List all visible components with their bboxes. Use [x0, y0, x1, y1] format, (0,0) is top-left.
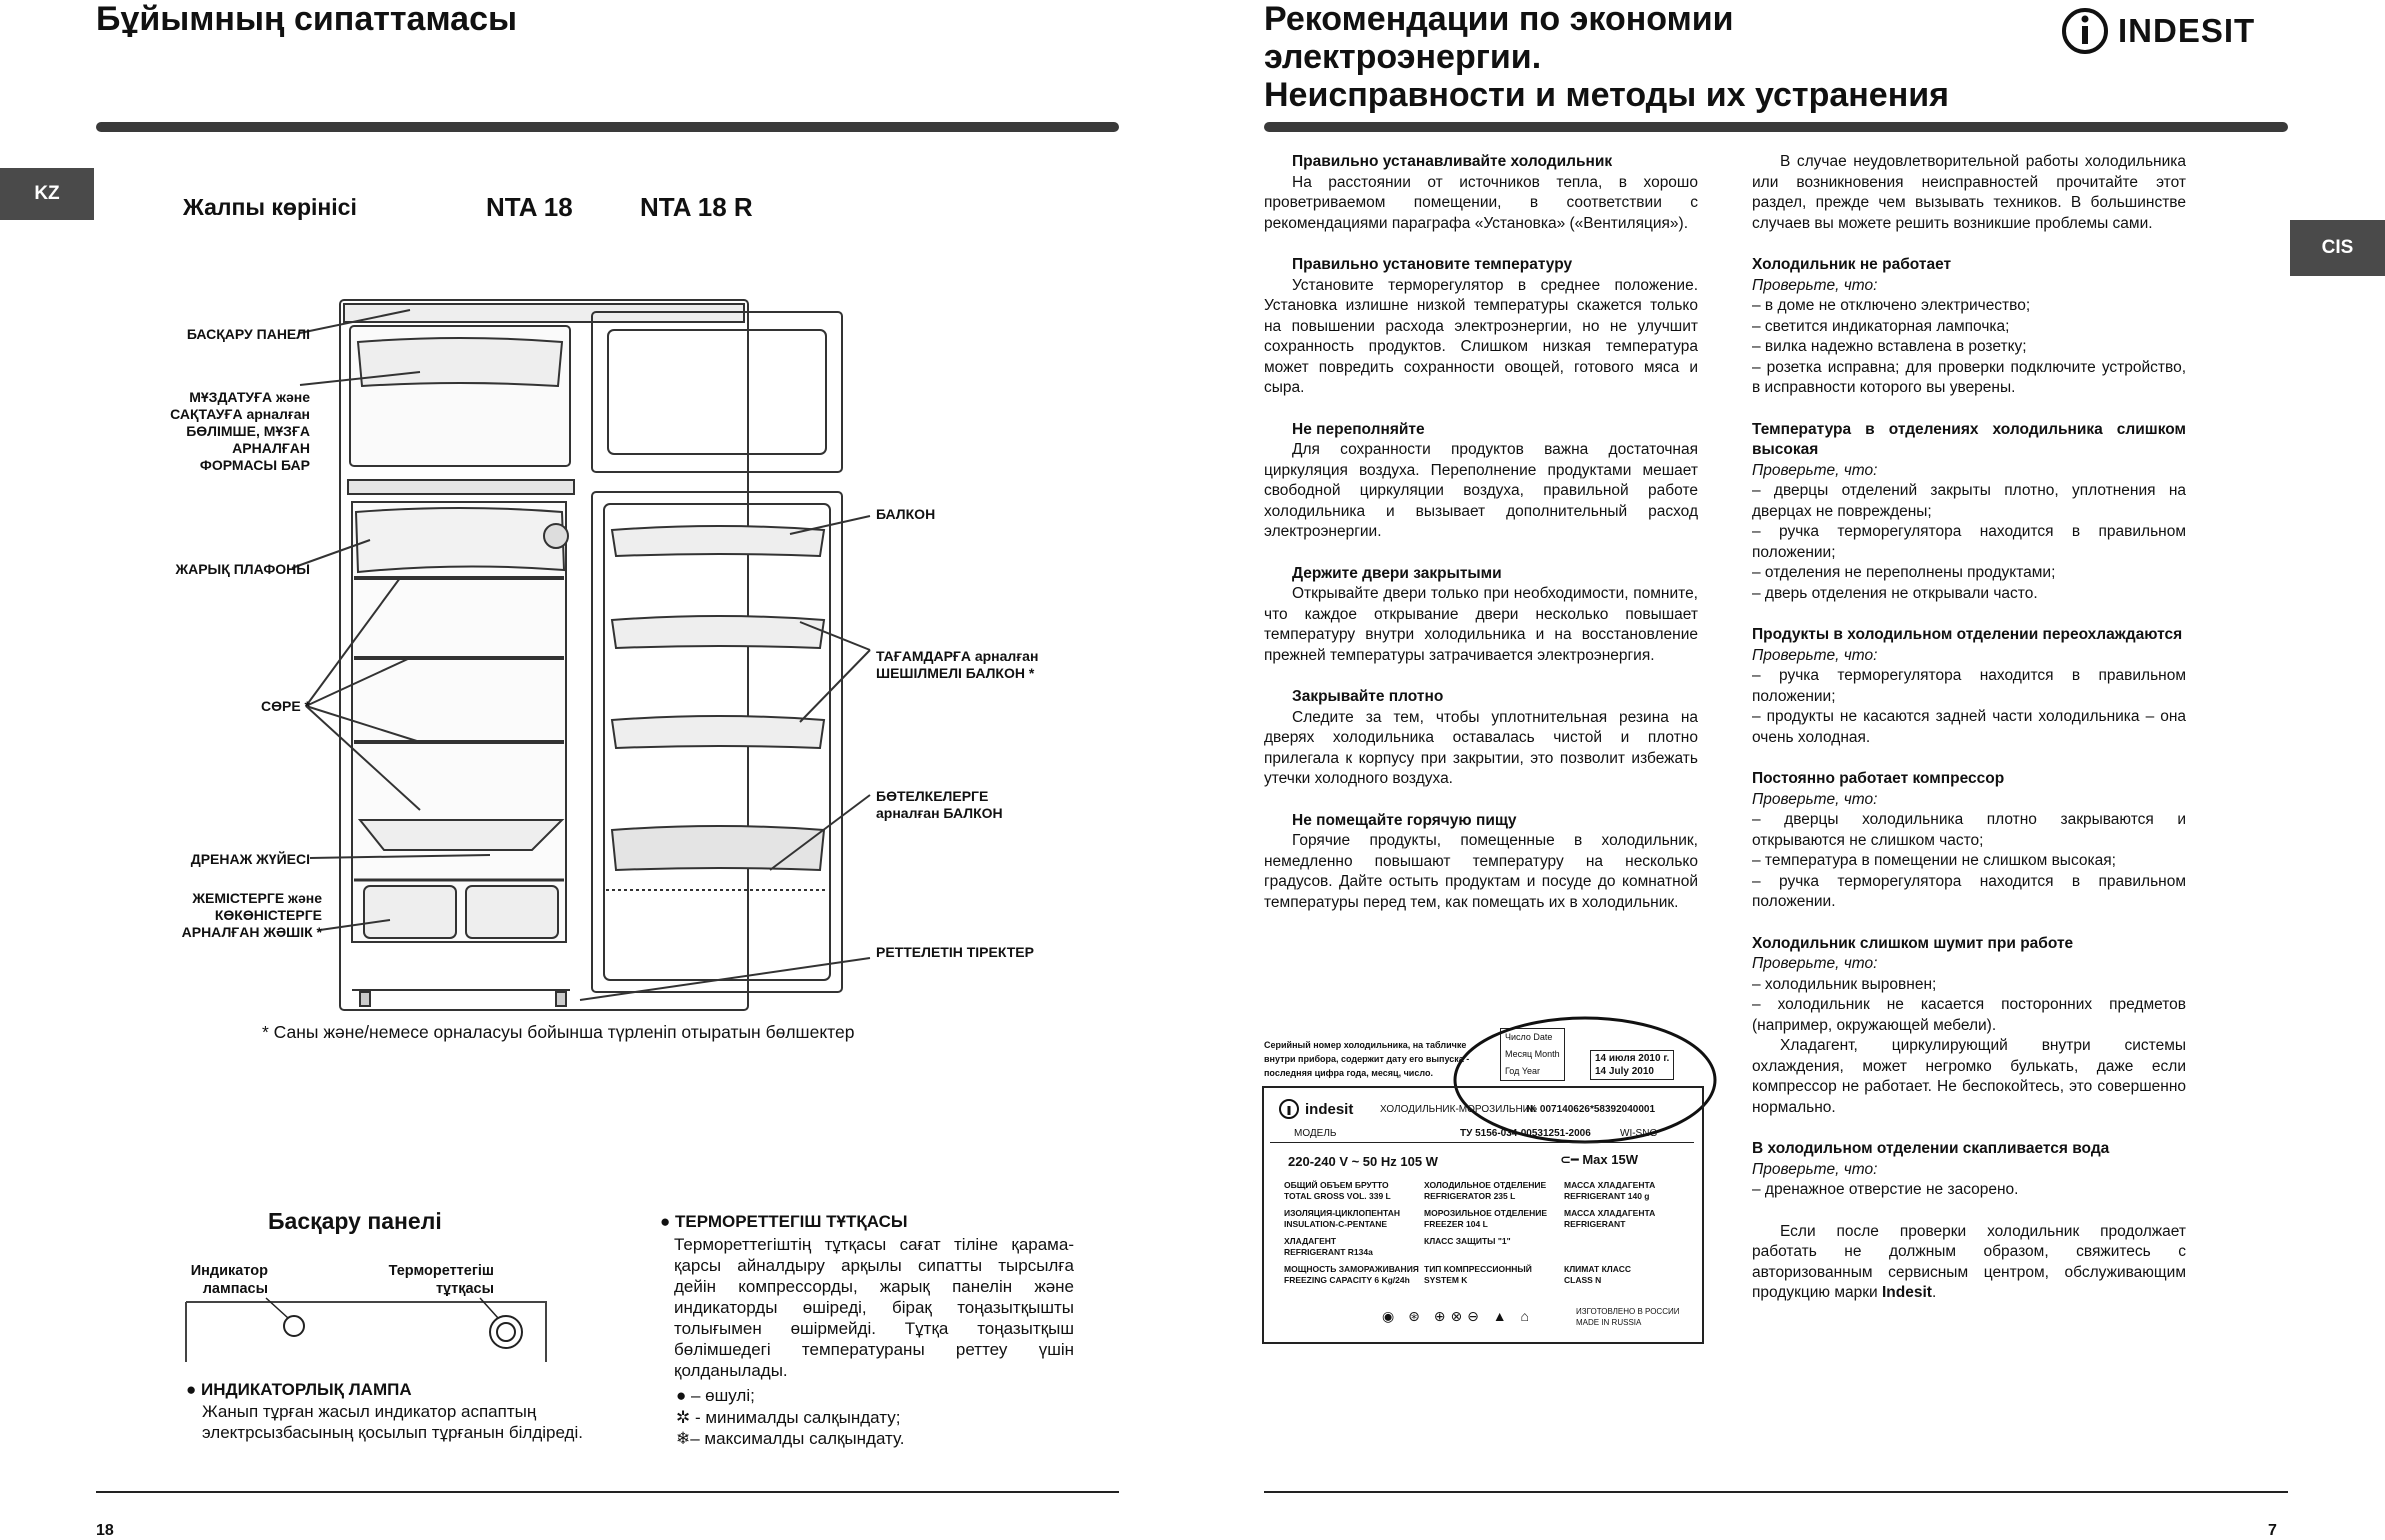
dot-icon: ●: [676, 1386, 691, 1405]
freezer-flap: [358, 338, 562, 386]
label-freezer-line: БӨЛІМШЕ, МҰЗҒА: [186, 423, 310, 439]
label-crisper: [110, 890, 322, 941]
lamp-bulb-icon: ⊂━: [1560, 1152, 1583, 1167]
panel-thermostat-label: [364, 1262, 494, 1298]
plate-product: ХОЛОДИЛЬНИК-МОРОЗИЛЬНИК: [1380, 1104, 1536, 1115]
thermostat-text: Термореттегіштің тұтқасы сағат тіліне қарама-қарсы айналдыру арқылы сипатты тырсылға дейін компрессорды, жарық панелін және индикаторды өшіреді, бірақ тоңазытқышты толығымен өшірмейді. Тұтқа тоңазытқыш бөлімшедегі температураны реттеу үшін қолданылады.: [674, 1235, 1074, 1380]
tip-text: На расстоянии от источников тепла, в хорошо проветриваемом помещении, в соответствии с рекомендациями параграфа «Установка» («Вентиляция»).: [1264, 173, 1698, 232]
plate-spec: ИЗОЛЯЦИЯ-ЦИКЛОПЕНТАН: [1284, 1208, 1400, 1218]
plate-spec: КЛИМАТ КЛАСС: [1564, 1264, 1631, 1274]
legend-min-text: - минималды салқындату;: [694, 1407, 901, 1427]
thermostat-knob-icon: [490, 1316, 522, 1348]
right-title-line: Рекомендации по экономии: [1264, 0, 1734, 38]
legend-off-text: – өшулі;: [691, 1386, 755, 1405]
plate-tu: ТУ 5156-034-00531251-2006: [1460, 1128, 1591, 1139]
right-footer-rule: [1264, 1491, 2288, 1493]
label-bottle-balcony: [876, 788, 1003, 822]
plate-serial: № 007140626*58392040001: [1526, 1104, 1656, 1115]
label-bottle-line: арналған БАЛКОН: [876, 805, 1003, 821]
language-tab-kz: KZ: [0, 168, 94, 220]
left-page-title: Бұйымның сипаттамасы: [96, 0, 518, 38]
tip-text: Для сохранности продуктов важна достаточная циркуляция воздуха. Переполнение продуктами мешает свободной циркуляции воздуха, правильной работе холодильника и вызывает дополнительный расход электроэнергии.: [1264, 441, 1698, 540]
legend-off: [676, 1385, 905, 1407]
plate-brand: [1278, 1098, 1353, 1120]
label-egg-line: ШЕШІЛМЕЛІ БАЛКОН *: [876, 665, 1035, 681]
tip-heading: Правильно устанавливайте холодильник: [1292, 153, 1613, 170]
plate-certification-icons: ◉ ⊛ ⊕⊗⊖ ▲ ⌂: [1382, 1308, 1535, 1324]
plate-spec: TOTAL GROSS VOL. 339 L: [1284, 1191, 1391, 1201]
trouble-item: – розетка исправна; для проверки подключите устройство, в исправности которого вы уверены.: [1752, 358, 2186, 396]
divider: [348, 480, 574, 494]
plate-spec: МОЩНОСТЬ ЗАМОРАЖИВАНИЯ: [1284, 1264, 1419, 1274]
trouble-check: Проверьте, что:: [1752, 276, 1878, 294]
trouble-list-5: [1752, 975, 2186, 1037]
trouble-outro: [1752, 1222, 2186, 1304]
plate-spec-cell: [1564, 1180, 1694, 1202]
trouble-item: – дверцы отделений закрыты плотно, уплотнения на дверцах не повреждены;: [1752, 482, 2186, 520]
plate-note-line: Серийный номер холодильника, на табличке: [1264, 1040, 1467, 1050]
trouble-heading: Постоянно работает компрессор: [1752, 770, 2005, 787]
tip-heading: Держите двери закрытыми: [1292, 564, 1502, 582]
label-balcony: БАЛКОН: [876, 506, 936, 522]
trouble-item: – ручка терморегулятора находится в правильном положении.: [1752, 872, 2186, 910]
plate-spec-cell: [1564, 1264, 1694, 1286]
label-light: ЖАРЫҚ ПЛАФОНЫ: [175, 561, 310, 577]
trouble-outro-end: .: [1931, 1284, 1937, 1301]
general-view-label: Жалпы көрінісі: [183, 194, 357, 220]
trouble-list-3: [1752, 666, 2186, 748]
trouble-item: – холодильник выровнен;: [1752, 975, 1937, 993]
freezer-door: [592, 312, 842, 472]
trouble-heading: В холодильном отделении скапливается вода: [1752, 1140, 2110, 1157]
trouble-heading: Холодильник не работает: [1752, 256, 1952, 273]
plate-spec: ОБЩИЙ ОБЪЕМ БРУТТО: [1284, 1180, 1389, 1190]
trouble-item: – светится индикаторная лампочка;: [1752, 317, 2010, 335]
rating-plate: [1262, 1086, 1704, 1344]
plate-logo-icon: [1278, 1098, 1300, 1120]
label-shelf: СӨРЕ *: [260, 698, 310, 714]
left-footer-rule: [96, 1491, 1119, 1493]
indesit-logo-icon: [2060, 6, 2110, 56]
plate-spec: FREEZING CAPACITY 6 Kg/24h: [1284, 1275, 1410, 1285]
snowflake-large-icon: ❄: [676, 1429, 691, 1448]
trouble-item: – продукты не касаются задней части холодильника – она очень холодная.: [1752, 708, 2186, 746]
trouble-list-4: [1752, 810, 2186, 913]
panel-thermostat-line: Термореттегіш: [388, 1263, 494, 1279]
right-title-bar: [1264, 122, 2288, 132]
thermostat-heading: [660, 1212, 908, 1232]
panel-thermostat-line: тұтқасы: [435, 1281, 494, 1297]
label-control-panel: БАСҚАРУ ПАНЕЛІ: [186, 326, 310, 342]
trouble-list-2: [1752, 481, 2186, 604]
label-crisper-line: КӨКӨНІСТЕРГЕ: [214, 907, 322, 923]
plate-lamp-text: Max 15W: [1582, 1152, 1638, 1167]
label-drain: ДРЕНАЖ ЖҮЙЕСІ: [190, 851, 310, 867]
legend-min: [676, 1407, 905, 1429]
lamp-heading: [186, 1380, 412, 1400]
label-crisper-line: ЖЕМІСТЕРГЕ және: [192, 890, 322, 906]
trouble-item: – дренажное отверстие не засорено.: [1752, 1181, 2019, 1198]
control-panel-drawing: [180, 1296, 560, 1368]
plate-spec: REFRIGERANT: [1564, 1219, 1626, 1229]
plate-brand-text: indesit: [1305, 1100, 1354, 1118]
plate-divider: [1270, 1142, 1694, 1143]
bottle-balcony: [612, 826, 824, 870]
trouble-check: Проверьте, что:: [1752, 461, 1878, 479]
crisper-left: [364, 886, 456, 938]
panel-title: Басқару панелі: [268, 1208, 442, 1234]
tip-text: Горячие продукты, помещенные в холодильник, немедленно повышают температуру на несколько градусов. Дайте остыть продуктам и посуде до комнатной температуры перед тем, как помещать их в холодильник.: [1264, 832, 1698, 911]
trouble-item: – холодильник не касается посторонних предметов (например, окружающей мебели).: [1752, 996, 2186, 1034]
tip-heading: Не помещайте горячую пищу: [1292, 811, 1517, 829]
trouble-item: – ручка терморегулятора находится в правильном положении;: [1752, 667, 2186, 705]
plate-spec: КЛАСС ЗАЩИТЫ "1": [1424, 1236, 1511, 1246]
energy-tips-column: [1264, 152, 1698, 913]
label-crisper-line: АРНАЛҒАН ЖӘШІК *: [181, 924, 322, 940]
trouble-check: Проверьте, что:: [1752, 1160, 1878, 1178]
trouble-item: – ручка терморегулятора находится в правильном положении;: [1752, 523, 2186, 561]
left-title-bar: [96, 122, 1119, 132]
lamp-text-line: электрсызбасының қосылып тұрғанын білдіреді.: [202, 1423, 583, 1442]
label-egg-balcony: [876, 648, 1038, 682]
tip-heading: Не переполняйте: [1292, 420, 1425, 438]
plate-spec-cell: [1284, 1236, 1424, 1258]
door-balcony-1: [612, 526, 824, 556]
plate-spec: CLASS N: [1564, 1275, 1602, 1285]
freezer-door-panel: [608, 330, 826, 454]
plate-spec-cell: [1424, 1236, 1564, 1258]
plate-spec: ТИП КОМПРЕССИОННЫЙ: [1424, 1264, 1532, 1274]
trouble-list-1: [1752, 296, 2186, 399]
plate-made-line: ИЗГОТОВЛЕНО В РОССИИ: [1576, 1307, 1680, 1316]
label-feet: РЕТТЕЛЕТІН ТІРЕКТЕР: [876, 944, 1034, 960]
plate-spec-grid: [1284, 1180, 1694, 1286]
trouble-heading: Продукты в холодильном отделении переохлаждаются: [1752, 626, 2183, 643]
plate-date-line: Число Date: [1505, 1032, 1553, 1042]
legend-max-text: – максималды салқындату.: [690, 1429, 905, 1448]
plate-spec: SYSTEM K: [1424, 1275, 1468, 1285]
plate-spec-cell: [1564, 1208, 1694, 1230]
trouble-list-6: [1752, 1180, 2186, 1201]
plate-spec-cell: [1424, 1264, 1564, 1286]
trouble-item: – вилка надежно вставлена в розетку;: [1752, 338, 2027, 355]
panel-indicator-line: Индикатор: [190, 1263, 268, 1279]
tip-heading: Правильно установите температуру: [1292, 256, 1573, 273]
snowflake-small-icon: ✲: [676, 1407, 695, 1427]
plate-spec-cell: [1424, 1208, 1564, 1230]
label-freezer-line: АРНАЛҒАН: [232, 440, 310, 456]
plate-date-line: Месяц Month: [1505, 1049, 1560, 1059]
right-page-number: 7: [2268, 1522, 2277, 1539]
label-freezer-line: ФОРМАСЫ БАР: [199, 457, 310, 473]
plate-spec: ХЛАДАГЕНТ: [1284, 1236, 1337, 1246]
light-knob: [544, 524, 568, 548]
trouble-heading: Температура в отделениях холодильника слишком высокая: [1752, 420, 2186, 458]
model-nta18: NTA 18: [486, 192, 573, 222]
bullet-icon: ●: [186, 1380, 201, 1399]
plate-note-line: внутри прибора, содержит дату его выпуска -: [1264, 1054, 1470, 1064]
plate-date-value: 14 July 2010: [1595, 1066, 1654, 1077]
plate-spec: МОРОЗИЛЬНОЕ ОТДЕЛЕНИЕ: [1424, 1208, 1548, 1218]
plate-lamp: [1560, 1152, 1638, 1168]
light-fixture: [356, 508, 564, 572]
indicator-lamp-icon: [284, 1316, 304, 1336]
plate-date-line: Год Year: [1505, 1066, 1541, 1076]
trouble-outro-text: Если после проверки холодильник продолжает работать не должным образом, свяжитесь с авторизованным сервисным центром, обслуживающим продукцию марки: [1752, 1222, 2186, 1301]
thermostat-legend: [676, 1385, 905, 1450]
label-freezer-line: САҚТАУҒА арналған: [170, 406, 310, 422]
troubleshooting-column: [1752, 152, 2186, 1304]
right-title-line: электроэнергии.: [1264, 38, 1542, 76]
thermostat-title: ТЕРМОРЕТТЕГІШ ТҰТҚАСЫ: [675, 1212, 908, 1231]
trouble-outro-brand: Indesit: [1882, 1284, 1932, 1301]
label-egg-line: ТАҒАМДАРҒА арналған: [876, 648, 1039, 664]
model-nta18r: NTA 18 R: [640, 192, 753, 222]
plate-spec: FREEZER 104 L: [1424, 1219, 1488, 1229]
drain-tray: [360, 820, 562, 850]
plate-model-label: МОДЕЛЬ: [1294, 1128, 1337, 1139]
tip-text: Следите за тем, чтобы уплотнительная резина на дверях холодильника оставалась чистой и плотно прилегала к корпусу при закрытии, это позволит избежать утечки холодного воздуха.: [1264, 708, 1698, 787]
footnote: * Саны және/немесе орналасуы бойынша түрленіп отыратын бөлшектер: [262, 1022, 855, 1042]
plate-made-line: MADE IN RUSSIA: [1576, 1318, 1642, 1327]
door-balcony-3: [612, 716, 824, 748]
indesit-logo-text: INDESIT: [2118, 12, 2256, 49]
language-tab-cis: CIS: [2290, 220, 2385, 276]
trouble-text: Хладагент, циркулирующий внутри системы охлаждения, может негромко булькать, даже если компрессор не работает. Не беспокойтесь, это совершенно нормально.: [1752, 1037, 2186, 1116]
tip-text: Установите терморегулятор в среднее положение. Установка излишне низкой температуры скажется только на повышении расхода электроэнергии, но не улучшит сохранность продуктов. Слишком низкая температура может повредить сохранности овощей, готового мяса и сыра.: [1264, 276, 1698, 396]
trouble-check: Проверьте, что:: [1752, 955, 1878, 972]
bullet-icon: ●: [660, 1212, 675, 1231]
plate-spec: INSULATION-C-PENTANE: [1284, 1219, 1388, 1229]
plate-spec-cell: [1424, 1180, 1564, 1202]
left-page-number: 18: [96, 1522, 114, 1539]
trouble-item: – в доме не отключено электричество;: [1752, 297, 2031, 314]
lamp-text: [202, 1401, 583, 1443]
trouble-item: – дверцы холодильника плотно закрываются и открываются не слишком часто;: [1752, 811, 2186, 849]
trouble-intro: В случае неудовлетворительной работы холодильника или возникновения неисправностей прочитайте этот раздел, прежде чем вызывать техников. В большинстве случаев вы можете решить возникшие проблемы сами.: [1752, 153, 2186, 232]
plate-spec-cell: [1284, 1180, 1424, 1202]
plate-note-line: последняя цифра года, месяц, число.: [1264, 1068, 1433, 1078]
right-title: [1264, 0, 1949, 114]
plate-spec: REFRIGERANT R134a: [1284, 1247, 1373, 1257]
plate-spec: МАССА ХЛАДАГЕНТА: [1564, 1180, 1656, 1190]
right-title-line: Неисправности и методы их устранения: [1264, 76, 1949, 114]
plate-spec: REFRIGERATOR 235 L: [1424, 1191, 1516, 1201]
label-bottle-line: БӨТЕЛКЕЛЕРГЕ: [876, 788, 989, 804]
trouble-item: – температура в помещении не слишком высокая;: [1752, 852, 2116, 869]
lamp-title: ИНДИКАТОРЛЫҚ ЛАМПА: [201, 1380, 412, 1399]
plate-spec-cell: [1284, 1264, 1424, 1286]
trouble-check: Проверьте, что:: [1752, 790, 1878, 808]
trouble-check: Проверьте, что:: [1752, 646, 1878, 664]
plate-made-in: [1576, 1306, 1680, 1328]
tip-heading: Закрывайте плотно: [1292, 688, 1444, 705]
door-balcony-2: [612, 616, 824, 648]
trouble-item: – дверь отделения не открывали часто.: [1752, 584, 2038, 602]
panel-indicator-line: лампасы: [202, 1281, 268, 1297]
plate-spec: МАССА ХЛАДАГЕНТА: [1564, 1208, 1656, 1218]
plate-spec: ХОЛОДИЛЬНОЕ ОТДЕЛЕНИЕ: [1424, 1180, 1547, 1190]
trouble-item: – отделения не переполнены продуктами;: [1752, 564, 2056, 581]
tip-text: Открывайте двери только при необходимости, помните, что каждое открывание двери несколько повышает температуру внутри холодильника и на восстановление прежней температуры затрачивается электроэнергия.: [1264, 585, 1698, 664]
plate-date-value: 14 июля 2010 г.: [1595, 1053, 1670, 1064]
trouble-heading: Холодильник слишком шумит при работе: [1752, 934, 2074, 952]
plate-spec: REFRIGERANT 140 g: [1564, 1191, 1650, 1201]
plate-power: 220-240 V ~ 50 Hz 105 W: [1288, 1154, 1438, 1169]
plate-wi: WI-SNG: [1620, 1128, 1658, 1139]
legend-max: [676, 1428, 905, 1450]
label-freezer: [110, 389, 310, 474]
plate-spec-cell: [1284, 1208, 1424, 1230]
lamp-text-line: Жанып тұрған жасыл индикатор аспаптың: [202, 1402, 537, 1421]
panel-indicator-label: [160, 1262, 268, 1298]
crisper-right: [466, 886, 558, 938]
label-freezer-line: МҰЗДАТУҒА және: [189, 389, 310, 405]
plate-spec-cell: [1564, 1236, 1694, 1258]
indesit-logo: [2060, 6, 2255, 56]
